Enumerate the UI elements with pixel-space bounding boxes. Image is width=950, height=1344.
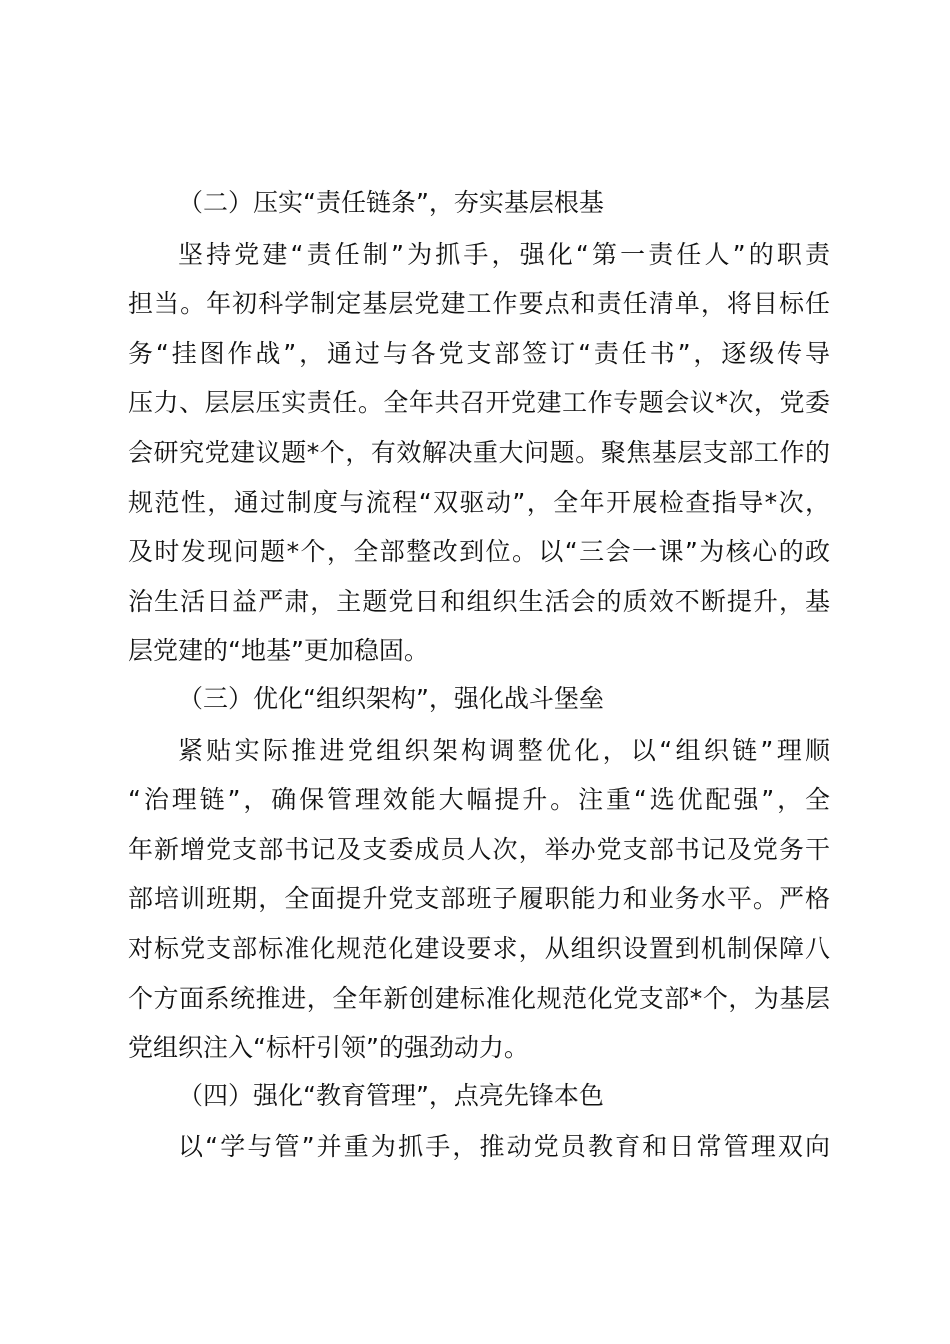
paragraph-line-last: 层党建的“地基”更加稳固。 — [128, 636, 429, 666]
paragraph-line: 压力、层层压实责任。全年共召开党建工作专题会议*次，党委 — [128, 388, 830, 418]
paragraph-line: “治理链”，确保管理效能大幅提升。注重“选优配强”，全 — [128, 785, 830, 815]
paragraph-line: 对标党支部标准化规范化建设要求，从组织设置到机制保障八 — [128, 933, 830, 963]
paragraph-line: 以“学与管”并重为抓手，推动党员教育和日常管理双向 — [178, 1132, 830, 1162]
paragraph-line: 治生活日益严肃，主题党日和组织生活会的质效不断提升，基 — [128, 586, 830, 616]
paragraph-line: 坚持党建“责任制”为抓手，强化“第一责任人”的职责 — [178, 239, 830, 269]
paragraph-line: 个方面系统推进，全年新创建标准化规范化党支部*个，为基层 — [128, 983, 830, 1013]
paragraph-line: 担当。年初科学制定基层党建工作要点和责任清单，将目标任 — [128, 289, 830, 319]
section-heading-2: （二）压实“责任链条”，夯实基层根基 — [178, 188, 604, 217]
paragraph-line: 部培训班期，全面提升党支部班子履职能力和业务水平。严格 — [128, 884, 830, 914]
section-heading-3: （三）优化“组织架构”，强化战斗堡垒 — [178, 683, 604, 713]
section-heading-4: （四）强化“教育管理”，点亮先锋本色 — [178, 1080, 604, 1110]
paragraph-line: 紧贴实际推进党组织架构调整优化，以“组织链”理顺 — [178, 735, 830, 765]
paragraph-line: 会研究党建议题*个，有效解决重大问题。聚焦基层支部工作的 — [128, 437, 830, 467]
document-body — [128, 180, 830, 1172]
paragraph-line: 年新增党支部书记及支委成员人次，举办党支部书记及党务干 — [128, 834, 830, 864]
paragraph-line: 及时发现问题*个，全部整改到位。以“三会一课”为核心的政 — [128, 537, 830, 567]
paragraph-line: 务“挂图作战”，通过与各党支部签订“责任书”，逐级传导 — [128, 338, 830, 368]
paragraph-line: 规范性，通过制度与流程“双驱动”，全年开展检查指导*次， — [128, 487, 830, 517]
paragraph-line-last: 党组织注入“标杆引领”的强劲动力。 — [128, 1033, 529, 1063]
